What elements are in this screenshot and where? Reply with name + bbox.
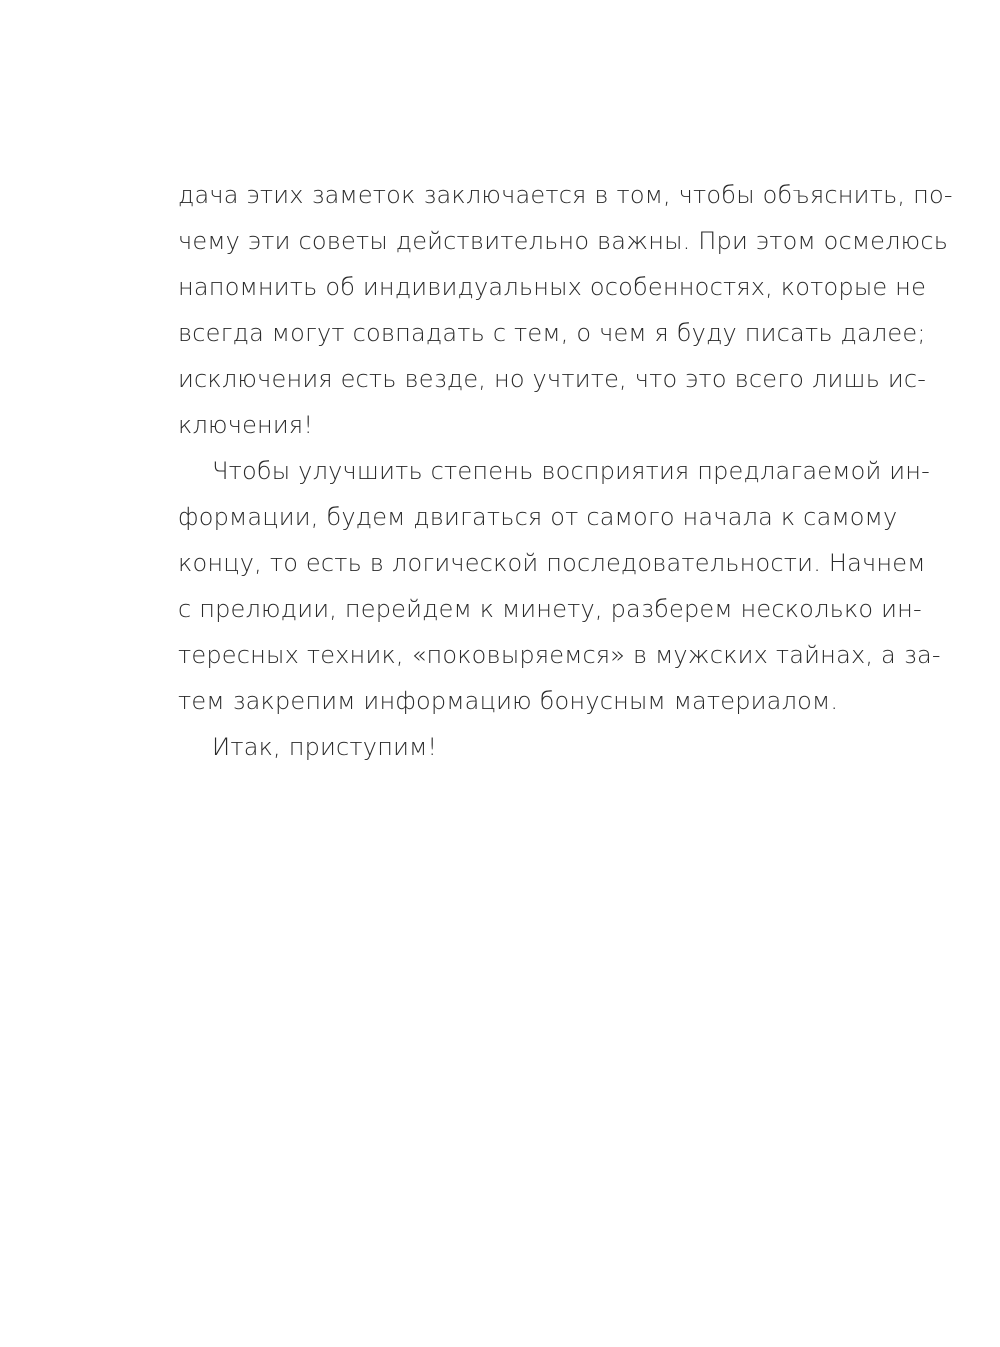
paragraph-2	[178, 448, 941, 724]
text-line: концу, то есть в логической последовательности. Начнем	[178, 549, 926, 577]
paragraph-3	[178, 724, 860, 770]
paragraph-1	[178, 172, 953, 448]
text-line: ключения!	[178, 411, 314, 439]
text-line: чему эти советы действительно важны. При этом осмелюсь	[178, 227, 949, 255]
text-line: с прелюдии, перейдем к минету, разберем несколько ин-	[178, 595, 922, 623]
text-line: всегда могут совпадать с тем, о чем я буду писать далее;	[178, 319, 926, 347]
body-text	[178, 172, 953, 770]
text-line: Итак, приступим!	[212, 733, 438, 761]
text-line: тересных техник, «поковыряемся» в мужских тайнах, а за-	[178, 641, 941, 669]
text-line: Чтобы улучшить степень восприятия предлагаемой ин-	[212, 457, 931, 485]
text-line: напомнить об индивидуальных особенностях, которые не	[178, 273, 927, 301]
text-line: дача этих заметок заключается в том, чтобы объяснить, по-	[178, 181, 953, 209]
text-line: формации, будем двигаться от самого начала к самому	[178, 503, 898, 531]
text-line: тем закрепим информацию бонусным материалом.	[178, 687, 839, 715]
text-line: исключения есть везде, но учтите, что это всего лишь ис-	[178, 365, 927, 393]
